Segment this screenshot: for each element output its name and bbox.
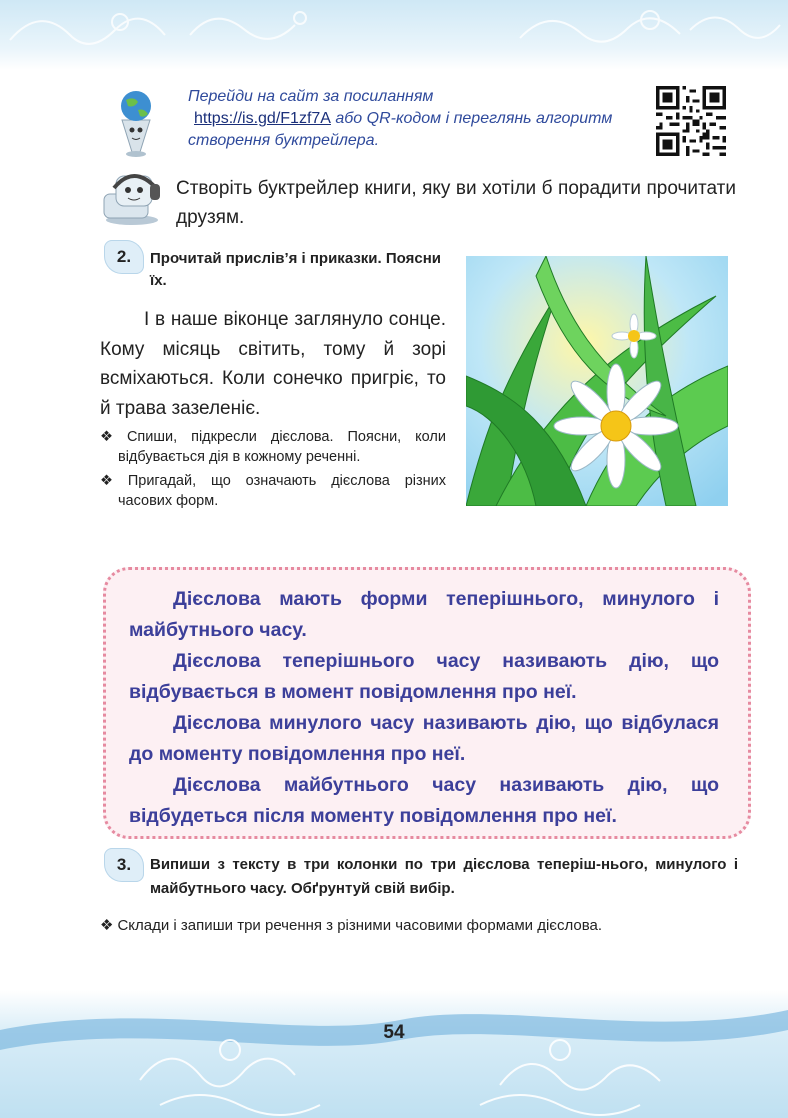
- task-2-number-badge: 2.: [104, 240, 144, 274]
- task-3-bullet: [100, 915, 754, 937]
- task-3-bullet-text: Склади і запиши три речення з різними часовими формами дієслова.: [117, 917, 603, 934]
- globe-mascot-icon: [112, 86, 160, 158]
- task-2-bullet-1-text: Спиши, підкресли дієслова. Поясни, коли відбувається дія в кожному реченні.: [118, 429, 446, 465]
- rule-paragraph-2: Дієслова теперішнього часу називають дію, що відбувається в момент повідомлення про неї.: [129, 650, 719, 703]
- bullet-marker-icon: ❖: [100, 429, 123, 445]
- task-3-number-badge: 3.: [104, 848, 144, 882]
- bucktrailer-task: Створіть буктрейлер книги, яку ви хотіли б порадити прочитати друзям.: [176, 178, 736, 228]
- link-instruction: [188, 86, 628, 152]
- rule-text: [129, 584, 719, 832]
- link-prefix: Перейди на сайт за посиланням: [188, 88, 434, 105]
- link-url[interactable]: https://is.gd/F1zf7A: [194, 110, 331, 127]
- task-2-bullet-2-text: Пригадай, що означають дієслова різних часових форм.: [118, 473, 446, 509]
- bullet-marker-icon: ❖: [100, 473, 124, 489]
- headphones-mascot-icon: [98, 168, 170, 226]
- rule-paragraph-1: Дієслова мають форми теперішнього, минулого і майбутнього часу.: [129, 588, 719, 641]
- rule-paragraph-3: Дієслова минулого часу називають дію, що відбулася до моменту повідомлення про неї.: [129, 712, 719, 765]
- page-number: 54: [383, 1022, 405, 1043]
- task-2-title: Прочитай прислів’я і приказки. Поясни їх.: [150, 250, 441, 289]
- rule-paragraph-4: Дієслова майбутнього часу називають дію, що відбудеться після моменту повідомлення про неї.: [129, 774, 719, 827]
- proverbs-paragraph: І в наше віконце заглянуло сонце. Кому місяць світить, тому й зорі всміхаються. Коли сонечко пригріє, то й трава зазеленіє.: [100, 309, 446, 419]
- footer-ornament: [0, 990, 788, 1118]
- header-ornament: [0, 0, 788, 70]
- task-3-title: Випиши з тексту в три колонки по три дієслова теперіш-нього, минулого і майбутнього часу. Обґрунтуй свій вибір.: [150, 856, 738, 897]
- task-2-bullet-1: [100, 427, 446, 467]
- link-suffix: або QR-кодом і переглянь алгоритм створення буктрейлера.: [188, 110, 613, 149]
- daisy-illustration: [466, 256, 728, 506]
- qr-code[interactable]: [656, 86, 726, 156]
- bullet-marker-icon: ❖: [100, 917, 114, 934]
- task-2-bullet-2: [100, 471, 446, 511]
- proverbs-text: [100, 305, 446, 511]
